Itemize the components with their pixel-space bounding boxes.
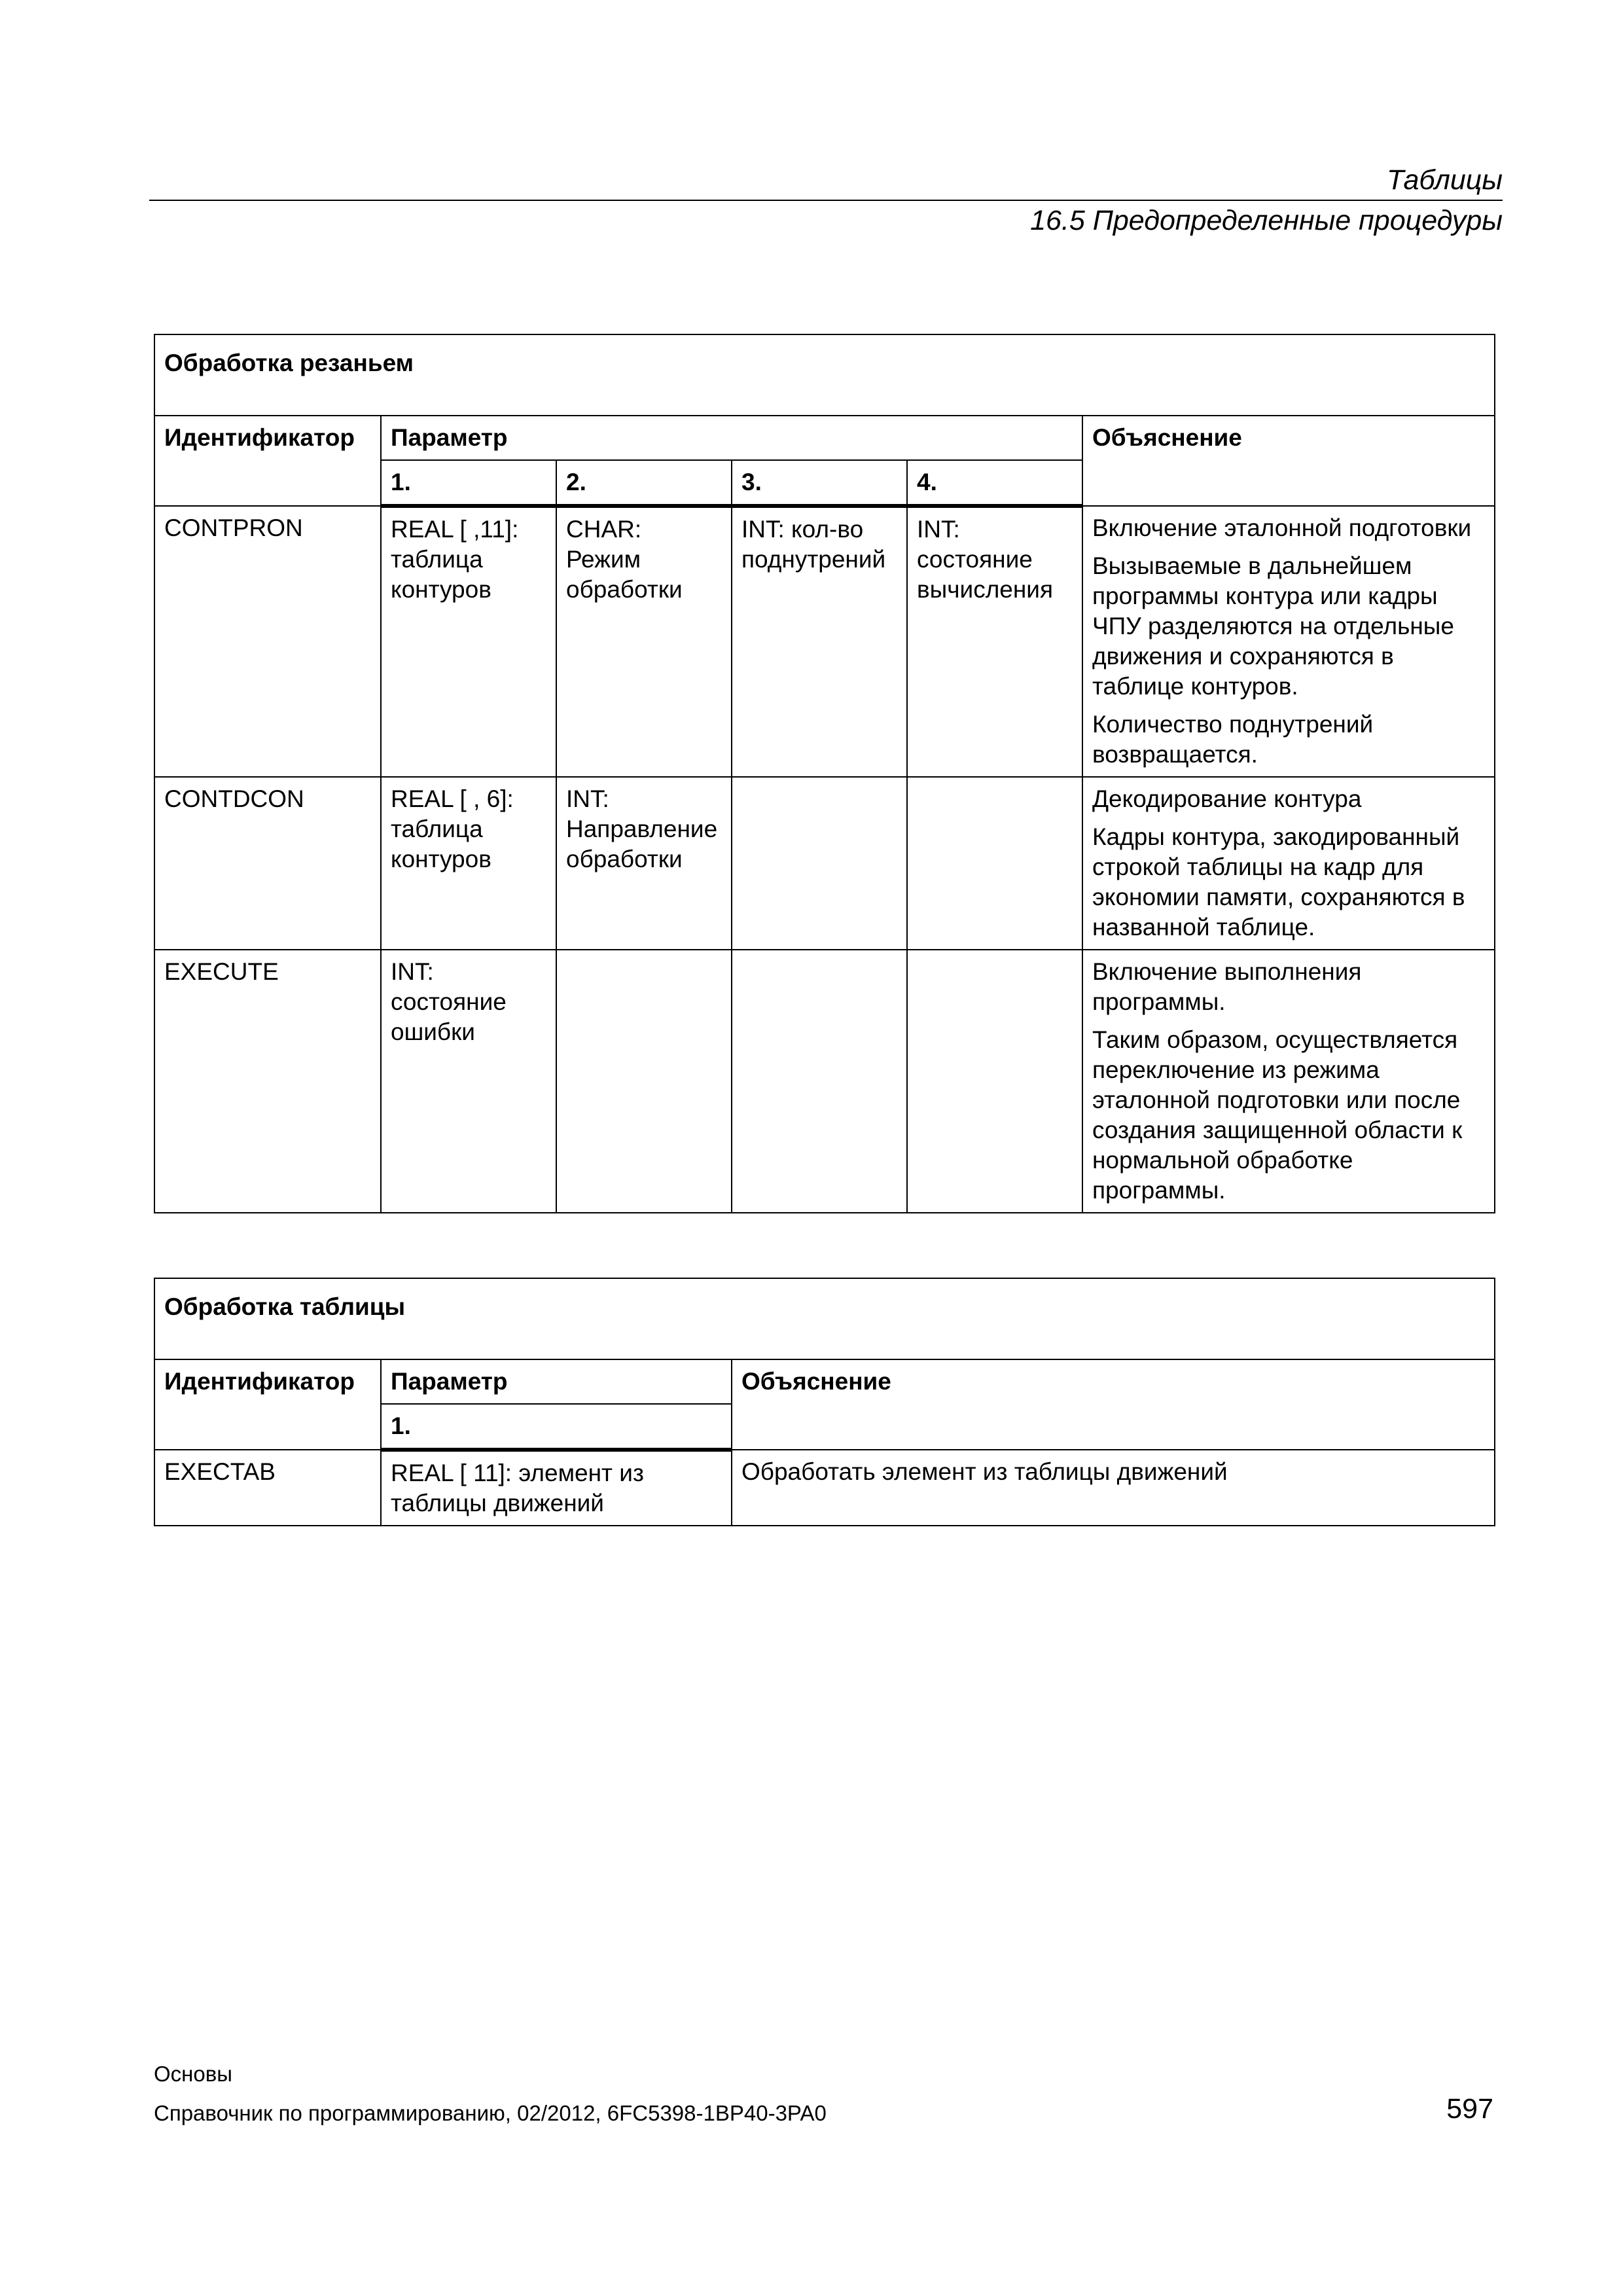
explanation-paragraph: Количество поднутрений возвращается.	[1092, 711, 1374, 768]
param-number-3: 3.	[732, 460, 907, 506]
table-row	[154, 1450, 1495, 1526]
table-caption: Обработка резаньем	[154, 334, 1495, 416]
param-cell	[907, 777, 1082, 950]
identifier-cell: CONTDCON	[154, 777, 381, 950]
param-number-1: 1.	[381, 1404, 732, 1450]
param-cell: INT: кол-во поднутрений	[732, 506, 907, 777]
footer-book-title: Основы	[154, 2062, 232, 2086]
explanation-paragraph: Вызываемые в дальнейшем программы контура или кадры ЧПУ разделяются на отдельные движения и сохраняются в таблице контуров.	[1092, 552, 1454, 700]
table-processing-table	[154, 1278, 1495, 1526]
param-cell: REAL [ ,11]: таблица контуров	[381, 506, 556, 777]
table-caption: Обработка таблицы	[154, 1278, 1495, 1359]
column-header-identifier: Идентификатор	[154, 1359, 381, 1450]
explanation-cell	[1082, 777, 1495, 950]
machining-procedures-table	[154, 334, 1495, 1213]
column-header-explanation: Объяснение	[1082, 416, 1495, 506]
table-row	[154, 950, 1495, 1213]
chapter-title: Таблицы	[1387, 164, 1503, 196]
param-cell	[907, 950, 1082, 1213]
explanation-paragraph: Таким образом, осуществляется переключение из режима эталонной подготовки или после создания защищенной области к нормальной обработке программы.	[1092, 1026, 1463, 1204]
param-cell: REAL [ , 6]: таблица контуров	[381, 777, 556, 950]
param-cell	[732, 950, 907, 1213]
param-cell	[732, 777, 907, 950]
param-number-4: 4.	[907, 460, 1082, 506]
explanation-paragraph: Кадры контура, закодированный строкой таблицы на кадр для экономии памяти, сохраняются в названной таблице.	[1092, 823, 1465, 941]
explanation-cell	[1082, 506, 1495, 777]
table-row	[154, 506, 1495, 777]
header-rule	[149, 200, 1503, 201]
identifier-cell: EXECTAB	[154, 1450, 381, 1526]
column-header-identifier: Идентификатор	[154, 416, 381, 506]
explanation-paragraph: Включение выполнения программы.	[1092, 958, 1362, 1015]
param-cell	[556, 950, 732, 1213]
section-title: 16.5 Предопределенные процедуры	[1030, 205, 1503, 236]
identifier-cell: CONTPRON	[154, 506, 381, 777]
explanation-cell: Обработать элемент из таблицы движений	[732, 1450, 1495, 1526]
param-cell: INT: Направление обработки	[556, 777, 732, 950]
param-cell: INT: состояние ошибки	[381, 950, 556, 1213]
table-row	[154, 777, 1495, 950]
page-number: 597	[1446, 2093, 1493, 2125]
param-cell: REAL [ 11]: элемент из таблицы движений	[381, 1450, 732, 1526]
param-cell: INT: состояние вычисления	[907, 506, 1082, 777]
column-header-parameter: Параметр	[381, 416, 1082, 460]
explanation-paragraph: Декодирование контура	[1092, 785, 1362, 812]
param-number-1: 1.	[381, 460, 556, 506]
identifier-cell: EXECUTE	[154, 950, 381, 1213]
param-cell: CHAR: Режим обработки	[556, 506, 732, 777]
column-header-parameter: Параметр	[381, 1359, 732, 1404]
param-number-2: 2.	[556, 460, 732, 506]
explanation-cell	[1082, 950, 1495, 1213]
footer-manual-info: Справочник по программированию, 02/2012, 6FC5398-1BP40-3PA0	[154, 2101, 827, 2125]
explanation-paragraph: Включение эталонной подготовки	[1092, 514, 1472, 541]
column-header-explanation: Объяснение	[732, 1359, 1495, 1450]
